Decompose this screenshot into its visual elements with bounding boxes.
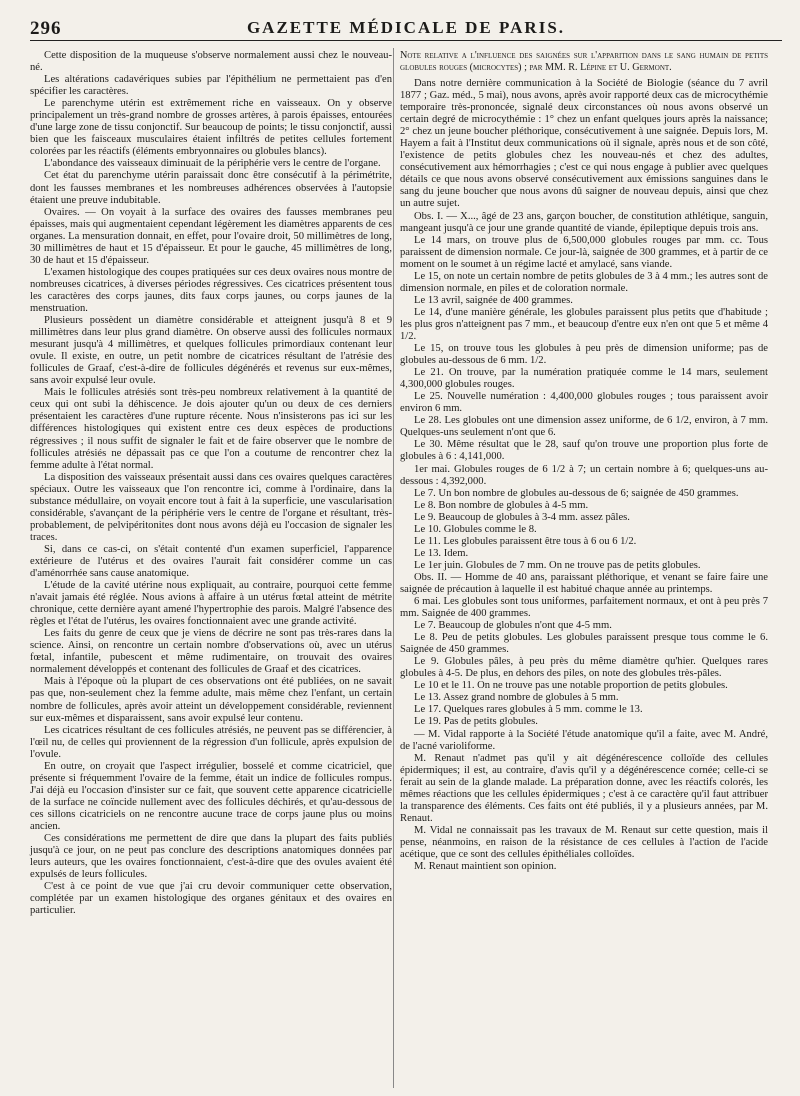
paragraph: Le parenchyme utérin est extrêmement riche en vaisseaux. On y observe principalement un très-grand nombre de grosses artères, à parois épaisses, entourées d'une large zone de tissu conjonctif. Sur beaucoup de points; le tissu conjonctif, aussi bien que les faisceaux musculaires étaient infiltrés de petites cellules fortement colorées par les réactifs (éléments embryonnaires ou globules blancs). [30,98,392,158]
paragraph: Cette disposition de la muqueuse s'observe normalement aussi chez le nouveau-né. [30,50,392,74]
paragraph: Plusieurs possèdent un diamètre considérable et atteignent jusqu'à 8 et 9 millimètres dans leur plus grand diamètre. On observe aussi des follicules normaux mesurant jusqu'à 4 millimètres, et quelques follicules primordiaux contenant leur ovule. Il existe, en outre, un petit nombre de cicatrices résultant de l'atrésie des follicules de Graaf, c'est-à-dire de follicules dégénérés et revenus sur eux-mêmes, sans avoir expulsé leur ovule. [30,315,392,387]
paragraph: Le 8. Bon nombre de globules à 4-5 mm. [414,499,589,511]
paragraph: La disposition des vaisseaux présentait aussi dans ces ovaires quelques caractères spéciaux. Outre les vaisseaux que l'on rencontre ici, comme à l'ordinaire, dans la substance médullaire, on voyait encore tout à fait à la superficie, une vascularisation considérable, s'avançant de la périphérie vers le centre de l'organe et résultant, très-probablement, de pelvipéritonites dont nous avons déjà eu l'occasion de signaler les traces. [30,471,392,543]
paragraph: C'est à ce point de vue que j'ai cru devoir communiquer cette observation, complétée par un examen histologique des organes génitaux et des ovaires en particulier. [30,881,392,917]
paragraph: Mais à l'époque où la plupart de ces observations ont été publiées, on ne savait pas que, non-seulement chez la femme adulte, mais même chez l'enfant, un certain nombre de follicules, après avoir atteint un développement considérable, reviennent sur eux-mêmes et disparaissent, sans avoir expulsé leur contenu. [30,676,392,724]
paragraph: — M. Vidal rapporte à la Société l'étude anatomique qu'il a faite, avec M. André, de l'acné varioliforme. [400,728,768,752]
paragraph: Le 9. Globules pâles, à peu près du même diamètre qu'hier. Quelques rares globules à 4-5. De plus, en dehors des piles, on note des globules très-pâles. [400,656,768,680]
paragraph: Le 14 mars, on trouve plus de 6,500,000 globules rouges par mm. cc. Tous paraissent de dimension normale. Ce jour-là, saignée de 300 grammes, et à partir de ce moment on le soumet à un régime lacté et amylacé, sans viande. [400,234,768,270]
paragraph: Ovaires. — On voyait à la surface des ovaires des fausses membranes peu épaisses, mais qui augmentaient cependant légèrement les diamètres apparents de ces organes. La mensuration donnait, en effet, pour l'ovaire droit, 50 millimètres de long, 30 millimètres de haut et 15 d'épaisseur. Et pour le gauche, 45 millimètres de long, 30 de haut et 15 d'épaisseur. [30,206,392,266]
paragraph: Obs. II. — Homme de 40 ans, paraissant pléthorique, et venant se faire faire une saignée de précaution à laquelle il est habitué chaque année au printemps. [400,571,768,595]
paragraph: Le 14, d'une manière générale, les globules paraissent plus petits que d'habitude ; les plus gros n'atteignent pas 7 mm., et beaucoup d'entre eux n'en ont que 5 et même 4 1/2. [400,306,768,342]
paragraph: Le 17. Quelques rares globules à 5 mm. comme le 13. [414,704,643,716]
page-number: 296 [30,18,62,39]
page-header [30,18,782,41]
paragraph: Le 13 avril, saignée de 400 grammes. [414,294,573,306]
paragraph: Le 15, on note un certain nombre de petits globules de 3 à 4 mm.; les autres sont de dimension normale, en piles et de coloration normale. [400,270,768,294]
paragraph: L'abondance des vaisseaux diminuait de la périphérie vers le centre de l'organe. [44,158,381,170]
paragraph: Le 10 et le 11. On ne trouve pas une notable proportion de petits globules. [414,680,728,692]
right-column [400,50,768,873]
paragraph: Le 7. Beaucoup de globules n'ont que 4-5 mm. [414,620,612,632]
paragraph: Le 13. Assez grand nombre de globules à 5 mm. [414,692,619,704]
paragraph: Les altérations cadavériques subies par l'épithélium ne permettaient pas d'en spécifier les caractères. [30,74,392,98]
paragraph: Le 21. On trouve, par la numération pratiquée comme le 14 mars, seulement 4,300,000 globules rouges. [400,367,768,391]
paragraph: Le 9. Beaucoup de globules à 3-4 mm. assez pâles. [414,511,630,523]
paragraph: Si, dans ce cas-ci, on s'était contenté d'un examen superficiel, l'apparence extérieure de l'utérus et des ovaires l'aurait fait considérer comme un cas d'aménorrhée sans cause anatomique. [30,543,392,580]
paragraph: L'étude de la cavité utérine nous expliquait, au contraire, pourquoi cette femme n'avait jamais été réglée. Nous avions à affaire à un utérus fœtal atteint de métrite chronique, cette dernière ayant amené l'hypertrophie des parois. Malgré l'absence des règles et l'état de l'utérus, les ovaires fonctionnaient avec une grande activité. [30,580,392,628]
article-body [400,78,768,873]
article-title: Note relative a l'influence des saignées sur l'apparition dans le sang humain de petits globules rouges (microcytes) ; par MM. R. Lépine et U. Germont. [400,50,768,73]
paragraph: Le 8. Peu de petits globules. Les globules paraissent presque tous comme le 6. Saignée de 450 grammes. [400,632,768,656]
paragraph: Le 28. Les globules ont une dimension assez uniforme, de 6 1/2, environ, à 7 mm. Quelques-uns seulement n'ont que 6. [400,415,768,439]
paragraph: Les faits du genre de ceux que je viens de décrire ne sont pas très-rares dans la science. Ainsi, on rencontre un certain nombre d'observations où, avec un utérus fœtal, infantile, pubescent et même rudimentaire, on trouvait des ovaires normalement développés et contenant des follicules de Graaf et des cicatrices. [30,628,392,676]
paragraph: 1er mai. Globules rouges de 6 1/2 à 7; un certain nombre à 6; quelques-uns au-dessous : 4,392,000. [400,463,768,487]
paragraph: Obs. I. — X..., âgé de 23 ans, garçon boucher, de constitution athlétique, sanguin, mangeant jusqu'à ce jour une grande quantité de viande, épileptique depuis trois ans. [400,210,768,234]
paragraph: Le 1er juin. Globules de 7 mm. On ne trouve pas de petits globules. [414,559,701,571]
paragraph: Dans notre dernière communication à la Société de Biologie (séance du 7 avril 1877 ; Gaz. méd., 5 mai), nous avons, après avoir rapporté deux cas de microcythémie temporaire très-prononcée, signalé deux circonstances où nous avons observé un certain degré de microcythémie : 1° chez un enfant quelques jours après la naissance; 2° chez un jeune boucher pléthorique, consécutivement à une saignée. Depuis lors, M. Hayem a fait à l'Institut deux communications où il signale, après nous et de son côté, l'existence de petits globules chez les nouveau-nés et chez des adultes, consécutivement aux hémorrhagies ; c'est ce qui nous engage à publier avec quelques détails ce que nous avons observé consécutivement aux émissions sanguines dans le sang du jeune boucher que nous avons dû saigner de nouveau depuis, ainsi que chez un autre sujet. [400,78,768,210]
paragraph: L'examen histologique des coupes pratiquées sur ces deux ovaires nous montre de nombreuses cicatrices, à diverses périodes régressives. Ces cicatrices présentent tous les caractères des corps jaunes, dits faux corps jaunes, ou corps jaunes de la menstruation. [30,266,392,314]
paragraph: 6 mai. Les globules sont tous uniformes, parfaitement normaux, et ont à peu près 7 mm. Saignée de 400 grammes. [400,596,768,620]
paragraph: Mais le follicules atrésiés sont très-peu nombreux relativement à la quantité de ceux qui ont subi la déhiscence. Je dois ajouter qu'un ou deux de ces derniers présentaient les caractères d'une rupture récente. Nous n'insisterons pas ici sur les différences histologiques qui existent entre ces deux espèces de productions régressives ; il nous suffit de signaler le fait et de faire observer que le nombre de follicules atrésiés ne dépassait pas ce que l'on a coutume de rencontrer chez la femme adulte à l'état normal. [30,387,392,471]
paragraph: M. Vidal ne connaissait pas les travaux de M. Renaut sur cette question, mais il pense, néanmoins, en raison de la résistance de ces cellules à l'action de l'acide acétique, que ce sont des cellules épithéliales colloïdes. [400,824,768,860]
paragraph: Le 15, on trouve tous les globules à peu près de dimension uniforme; pas de globules au-dessous de 6 mm. 1/2. [400,343,768,367]
column-divider [393,48,394,1088]
paragraph: Les cicatrices résultant de ces follicules atrésiés, ne peuvent pas se différencier, à l'œil nu, de celles qui proviennent de la régression d'un follicule, après expulsion de l'ovule. [30,724,392,760]
paragraph: Ces considérations me permettent de dire que dans la plupart des faits publiés jusqu'à ce jour, on ne peut pas conclure des descriptions anatomiques données par leurs auteurs, que les ovaires fonctionnaient, c'est-à-dire que des ovules avaient été expulsés de leurs follicules. [30,833,392,881]
paragraph: En outre, on croyait que l'aspect irrégulier, bosselé et comme cicatriciel, que présente si fréquemment l'ovaire de la femme, était un indice de follicules rompus. J'ai déjà eu l'occasion d'insister sur ce fait, que souvent cette apparence cicatricielle de la surface ne coïncide nullement avec des follicules déchirés, et qu'au-dessous de ces sillons cicatriciels on ne rencontre aucune trace de corps jaune plus ou moins ancien. [30,760,392,832]
paragraph: Le 25. Nouvelle numération : 4,400,000 globules rouges ; tous paraissent avoir environ 6 mm. [400,391,768,415]
paragraph: Le 30. Même résultat que le 28, sauf qu'on trouve une proportion plus forte de globules à 6 : 4,141,000. [400,439,768,463]
paragraph: Le 19. Pas de petits globules. [414,716,538,728]
paragraph: Le 7. Un bon nombre de globules au-dessous de 6; saignée de 450 grammes. [414,487,739,499]
journal-title: GAZETTE MÉDICALE DE PARIS. [246,18,566,37]
paragraph: Cet état du parenchyme utérin paraissait donc être consécutif à la périmétrite, dont les fausses membranes et les nombreuses adhérences observées à l'autopsie étaient une preuve indubitable. [30,170,392,206]
left-column [30,50,392,917]
paragraph: M. Renaut n'admet pas qu'il y ait dégénérescence colloïde des cellules épidermiques; il est, au contraire, d'avis qu'il y a dégénérescence cornée; celle-ci se ferait au sein de la glande malade. La préparation donne, avec les réactifs colorés, les mêmes réactions que les cellules épidermiques ; c'est à ce caractère qu'il faut attribuer la transparence des éléments. Ces faits ont été publiés, il y a plusieurs années, par M. Renaut. [400,752,768,824]
paragraph: Le 13. Idem. [414,547,469,559]
paragraph: Le 11. Les globules paraissent être tous à 6 ou 6 1/2. [414,535,637,547]
paragraph: M. Renaut maintient son opinion. [414,861,557,873]
paragraph: Le 10. Globules comme le 8. [414,523,537,535]
